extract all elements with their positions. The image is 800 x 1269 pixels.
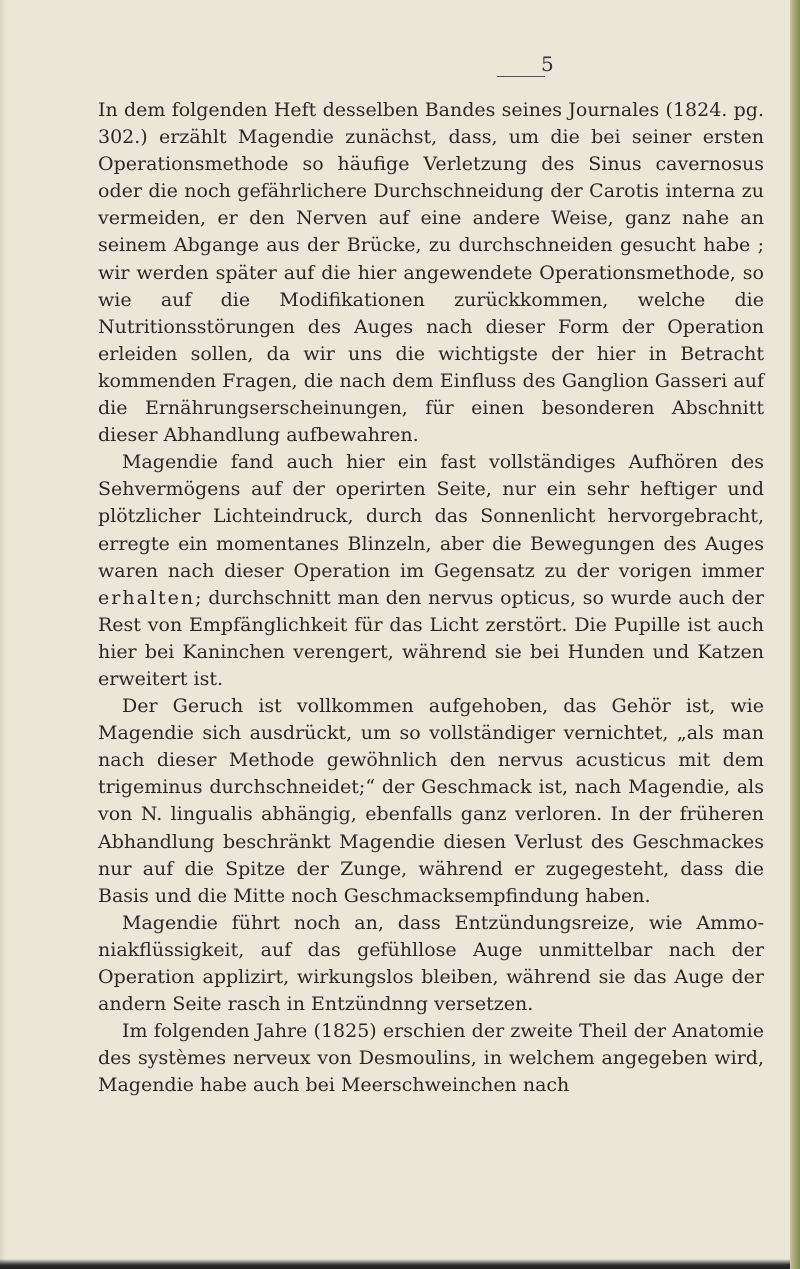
emphasis-erhalten: erhalten	[98, 586, 196, 609]
paragraph-5: Im folgenden Jahre (1825) erschien der zweite Theil der Anatomie des systèmes nerveux von Desmoulins, in welchem angegeben wird, Magendie habe auch bei Meerschweinchen nach	[98, 1020, 764, 1097]
paragraph-2	[98, 449, 764, 693]
page-number: 5	[541, 52, 554, 76]
paragraph-3: Der Geruch ist vollkommen aufgehoben, das Gehör ist, wie Magendie sich ausdrückt, um so vollständiger vernichtet, „als man nach dieser Methode gewöhnlich den nervus acusticus mit dem trigeminus durchschneidet;“ der Geschmack ist, nach Magendie, als von N. lingualis abhängig, ebenfalls ganz verloren. In der früheren Abhandlung beschränkt Magendie diesen Verlust des Geschmackes nur auf die Spitze der Zunge, während er zugegesteht, dass die Basis und die Mitte noch Geschmacksempfindung haben.	[98, 695, 764, 907]
page-number-rule	[497, 76, 545, 77]
paragraph-1: In dem folgenden Heft desselben Bandes seines Journales (1824. pg. 302.) erzählt Magendie zunächst, dass, um die bei seiner ersten Operationsmethode so häufige Verletzung des Sinus cavernosus oder die noch gefährlichere Durchschneidung der Carotis interna zu vermeiden, er den Nerven auf eine andere Weise, ganz nahe an seinem Abgange aus der Brücke, zu durchschneiden gesucht habe ; wir werden später auf die hier angewendete Operationsmethode, so wie auf die Modifikationen zurückkommen, welche die Nutritionsstörungen des Auges nach dieser Form der Operation erleiden sollen, da wir uns die wichtigste der hier in Betracht kommenden Fragen, die nach dem Einfluss des Ganglion Gasseri auf die Ernährungserscheinungen, für einen besonderen Abschnitt dieser Abhandlung aufbewahren.	[98, 99, 764, 447]
body-text	[98, 97, 764, 1099]
page-gutter-shadow	[0, 0, 6, 1269]
paragraph-2-part-2: ; durchschnitt man den nervus opticus, so wurde auch der Rest von Empfänglichkeit für das Licht zerstört. Die Pupille ist auch hier bei Kaninchen verengert, während sie bei Hunden und Katzen erweitert ist.	[98, 586, 764, 690]
paragraph-4: Magendie führt noch an, dass Entzündungsreize, wie Ammoniakflüssigkeit, auf das gefühllose Auge unmittelbar nach der Operation applizirt, wirkungslos bleiben, während sie das Auge der andern Seite rasch in Entzündnng versetzen.	[98, 911, 764, 1016]
book-spine-edge	[790, 0, 800, 1269]
page-bottom-edge	[0, 1259, 790, 1269]
paragraph-2-part-1: Magendie fand auch hier ein fast vollständiges Aufhören des Sehvermögens auf der operirten Seite, nur ein sehr heftiger und plötzlicher Lichteindruck, durch das Sonnenlicht hervorgebracht, erregte ein momentanes Blinzeln, aber die Bewegungen des Auges waren nach dieser Operation im Gegensatz zu der vorigen immer	[98, 451, 764, 582]
